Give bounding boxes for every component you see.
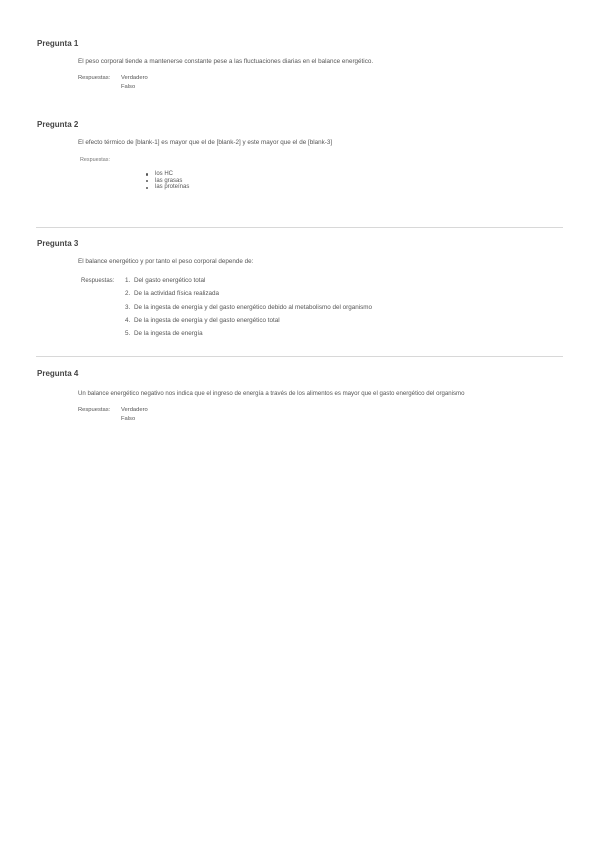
bullet-icon [146, 187, 148, 189]
list-item [146, 184, 189, 191]
answers-label: Respuestas: [80, 157, 110, 163]
answer-option: Falso [121, 84, 136, 90]
question-title: Pregunta 3 [37, 239, 79, 248]
answer-option: De la ingesta de energía y del gasto energético total [134, 316, 280, 324]
answers-label: Respuestas: [81, 278, 115, 284]
answer-option: De la ingesta de energía y del gasto energético debido al metabolismo del organismo [134, 303, 373, 311]
item-number: 3. [125, 303, 131, 311]
answer-option: Verdadero [121, 407, 148, 413]
answer-option: Verdadero [121, 75, 148, 81]
question-text: El efecto térmico de [blank-1] es mayor que el de [blank-2] y este mayor que el de [blank-3] [78, 139, 333, 146]
answers-label: Respuestas: [78, 407, 111, 413]
list-item [146, 171, 189, 178]
list-item [146, 178, 189, 185]
list-item [125, 277, 372, 290]
answer-list [125, 277, 372, 343]
list-item [125, 290, 372, 303]
answer-option: Falso [121, 416, 136, 422]
item-number: 1. [125, 277, 131, 284]
question-text: El balance energético y por tanto el peso corporal depende de: [78, 258, 254, 265]
answers-label: Respuestas: [78, 75, 111, 81]
list-item [125, 317, 372, 330]
list-item [125, 304, 372, 317]
answer-option: las grasas [155, 177, 183, 184]
bullet-icon [146, 180, 148, 182]
question-title: Pregunta 2 [37, 120, 79, 129]
item-number: 2. [125, 290, 131, 298]
answer-option: De la ingesta de energía [134, 330, 203, 338]
item-number: 5. [125, 330, 131, 338]
divider [36, 227, 563, 228]
answer-option: Del gasto energético total [134, 277, 206, 284]
answer-list [146, 171, 189, 191]
divider [36, 356, 563, 357]
answer-option: los HC [155, 171, 174, 177]
answer-option: De la actividad física realizada [134, 290, 220, 298]
question-text: Un balance energético negativo nos indica que el ingreso de energía a través de los alimentos es mayor que el gasto energético del organismo [78, 390, 465, 397]
item-number: 4. [125, 316, 131, 324]
bullet-icon [146, 173, 148, 175]
question-title: Pregunta 1 [37, 39, 79, 48]
question-text: El peso corporal tiende a mantenerse constante pese a las fluctuaciones diarias en el balance energético. [78, 58, 374, 65]
answer-option: las proteínas [155, 184, 190, 191]
list-item [125, 330, 372, 343]
question-title: Pregunta 4 [37, 369, 79, 378]
